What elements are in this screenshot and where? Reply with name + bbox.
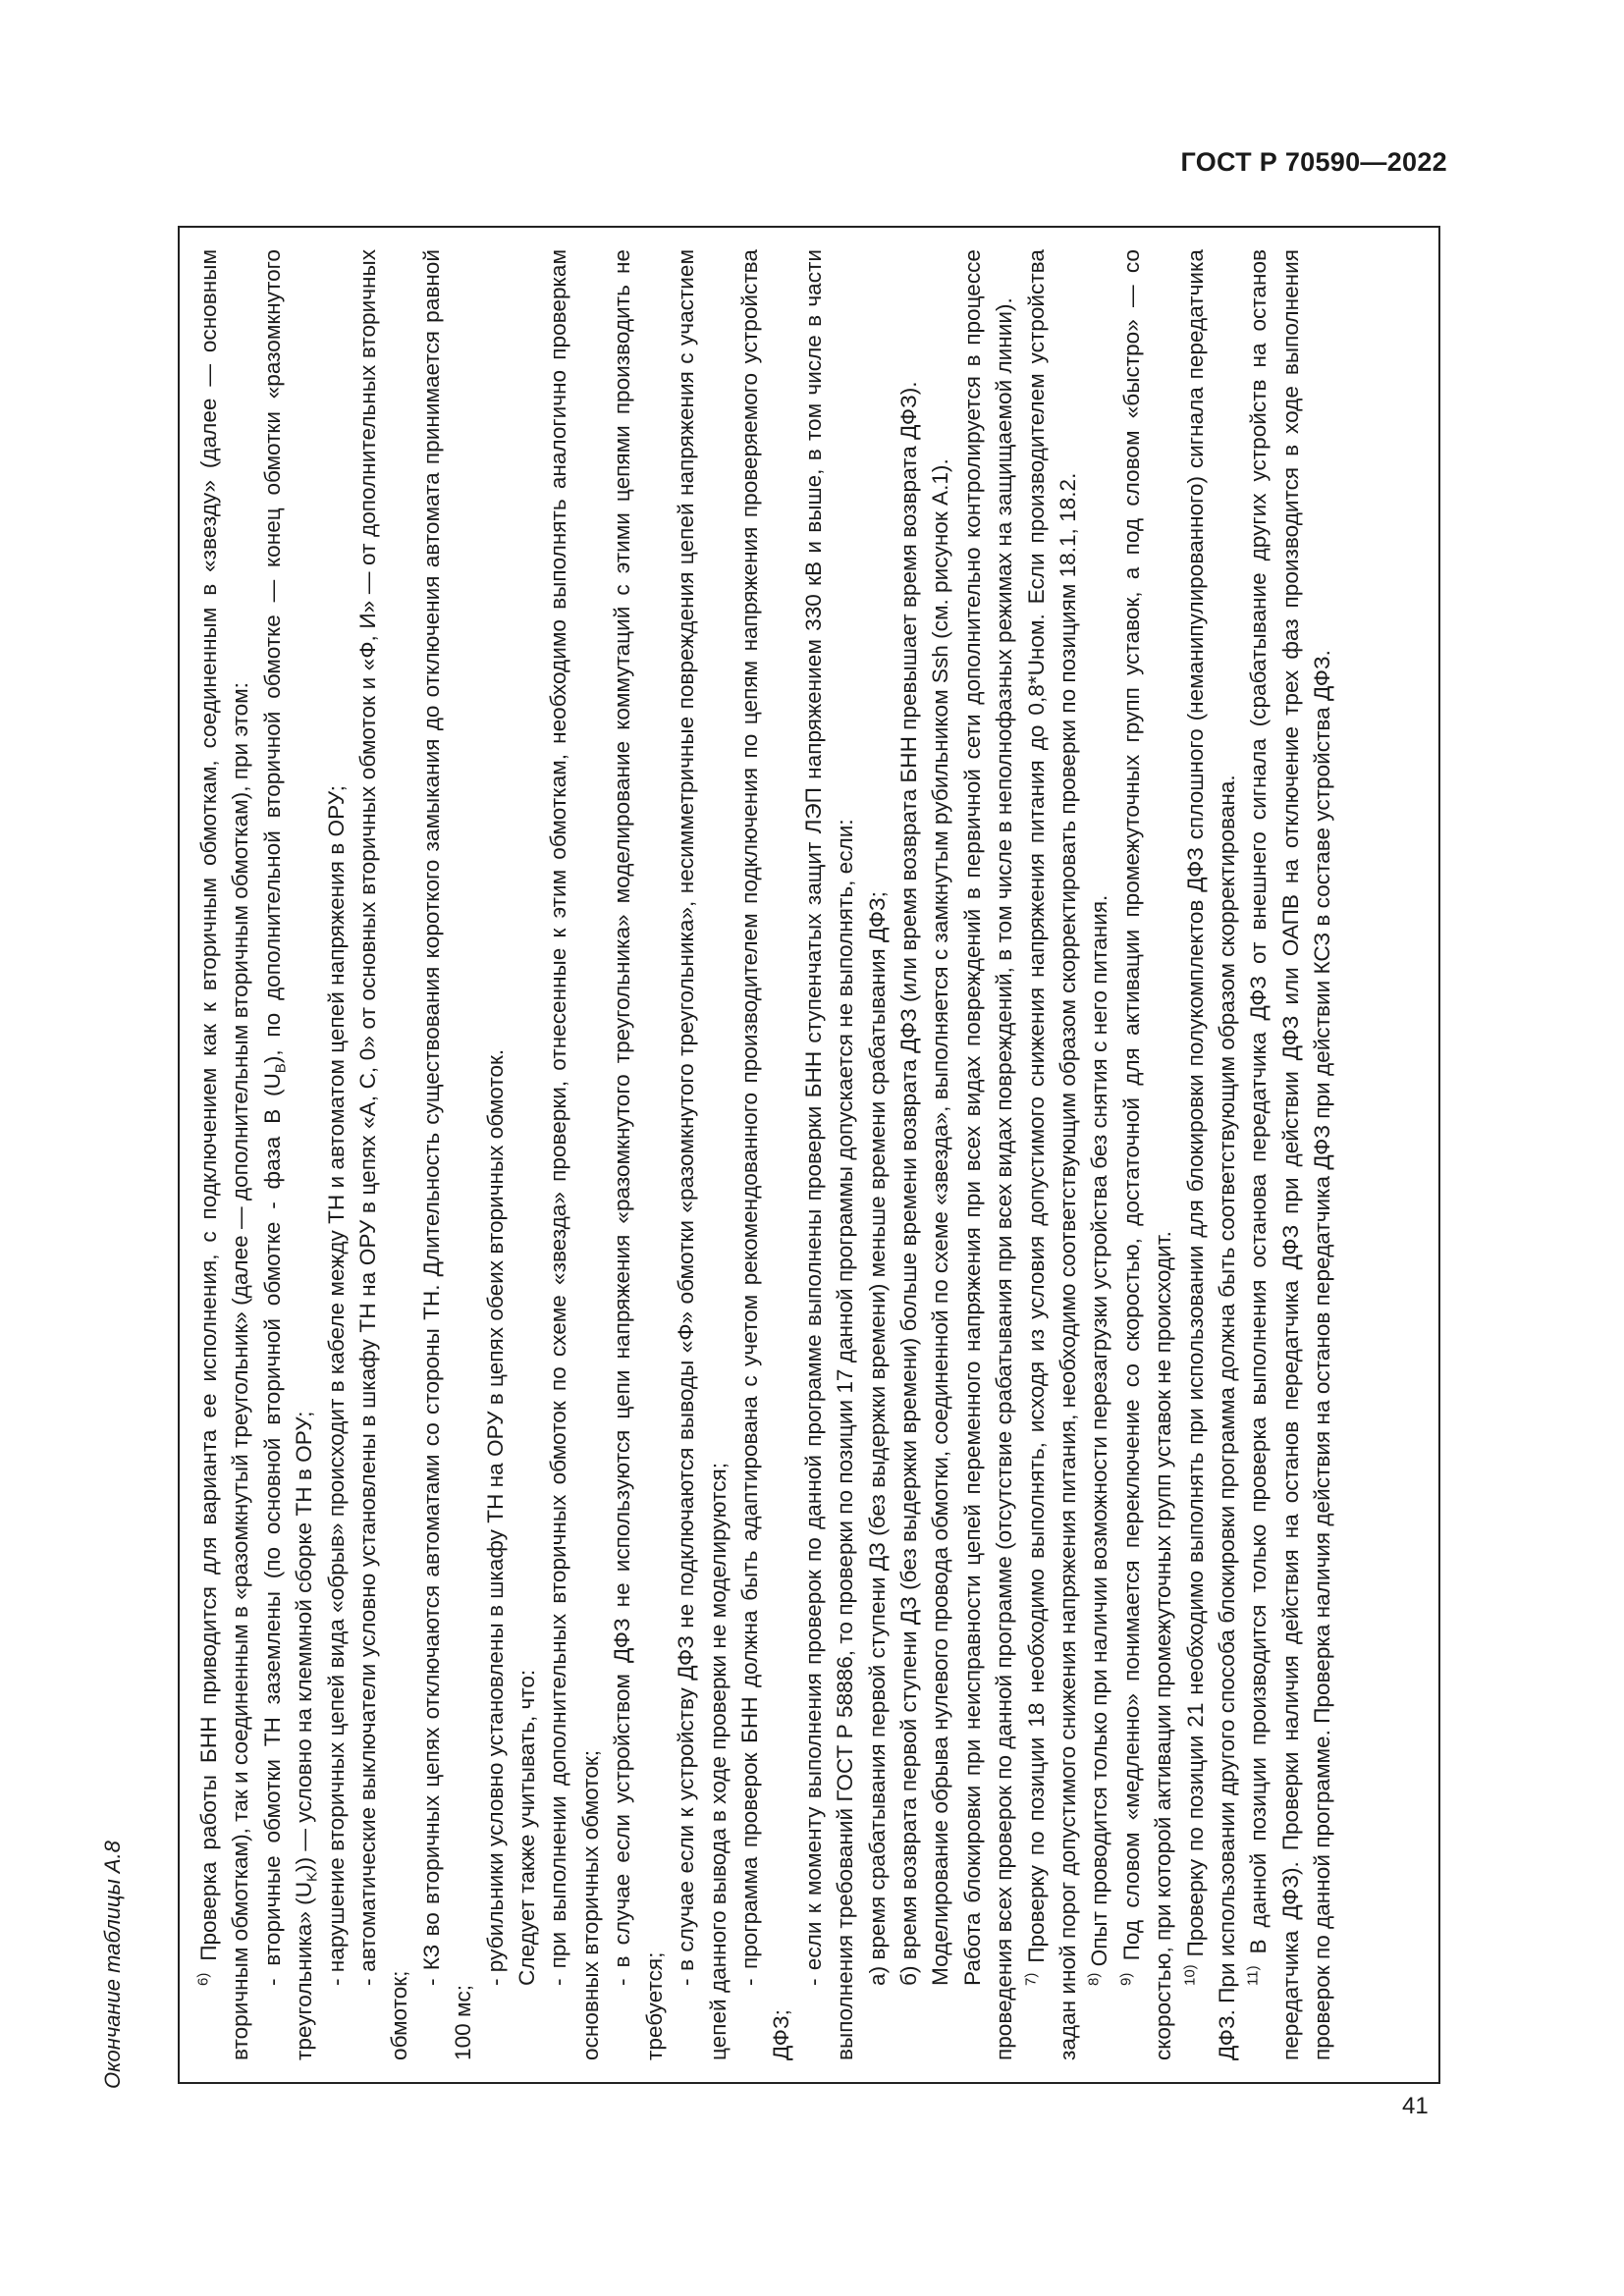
note-6-condition: б) время возврата первой ступени ДЗ (без выдержки времени) больше времени возврата ДФЗ (или время возврата БНН превышает время возврата ДФЗ). bbox=[895, 381, 921, 1986]
page-number: 41 bbox=[1402, 2093, 1429, 2119]
note-6-paragraph: Работа блокировки при неисправности цепей переменного напряжения при всех видах повреждений в первичной сети дополнительно контролируется в процессе проведения всех проверок по данной программе (отсутствие срабатывания при всех видах повреждений, в том числе в неполнофазных режимах на защищаемой линии). bbox=[959, 249, 1017, 2060]
note-6 bbox=[193, 249, 257, 2060]
note-10-mark: 10) bbox=[1181, 1964, 1199, 1986]
note-6-mark: 6) bbox=[194, 1972, 212, 1986]
footnotes-frame bbox=[178, 226, 1440, 2084]
note-6-item-subscript: B bbox=[272, 1063, 290, 1074]
note-8-text: Опыт проводится только при наличии возможности перезагрузки устройства без снятия с него питания. bbox=[1087, 894, 1112, 1967]
note-6-consider: Следует также учитывать, что: bbox=[514, 1669, 540, 1986]
footnotes-frame-wrapper bbox=[178, 226, 1440, 2084]
document-standard-header: ГОСТ Р 70590—2022 bbox=[1180, 147, 1447, 177]
note-9 bbox=[1116, 249, 1180, 2060]
note-6-item-text-cont: ), по дополнительной вторичной обмотке — конец обмотки «разомкнутого треугольника» (U bbox=[259, 249, 317, 2060]
note-6-item: - рубильники условно установлены в шкафу ТН на ОРУ в цепях обеих вторичных обмоток. bbox=[482, 1048, 508, 1986]
note-6-consider-item: - программа проверок БНН должна быть адаптирована с учетом рекомендованного производителем подключения по цепям напряжения проверяемого устройства ДФЗ; bbox=[736, 249, 794, 2060]
note-6-item: - автоматические выключатели условно установлены в шкафу ТН на ОРУ в цепях «А, С, 0» от основных вторичных обмоток и «Ф, И» — от дополнительных вторичных обмоток; bbox=[355, 249, 412, 2060]
note-8 bbox=[1084, 249, 1115, 2060]
note-11-mark: 11) bbox=[1244, 1965, 1262, 1986]
note-7 bbox=[1021, 249, 1085, 2060]
note-6-consider-item: - в случае если устройством ДФЗ не используются цепи напряжения «разомкнутого треугольника» моделирование коммутаций с этими цепями производить не требуется; bbox=[610, 249, 667, 2060]
note-6-item bbox=[257, 249, 321, 2060]
note-8-mark: 8) bbox=[1085, 1972, 1103, 1986]
note-6-item: - КЗ во вторичных цепях отключаются автоматами со стороны ТН. Длительность существования короткого замыкания до отключения автомата принимается равной 100 мс; bbox=[418, 249, 476, 2060]
note-10-text: Проверку по позиции 21 необходимо выполнять при использовании для блокировки полукомплектов ДФЗ сплошного (неманипулированного) сигнала передатчика ДФЗ. При использовании другого способа блокировки программа должна быть соответствующим образом скорректирована. bbox=[1182, 249, 1239, 2060]
note-7-mark: 7) bbox=[1022, 1972, 1040, 1986]
note-6-item: - нарушение вторичных цепей вида «обрыв» происходит в кабеле между ТН и автоматом цепей напряжения в ОРУ; bbox=[323, 785, 349, 1986]
note-6-consider-item: - в случае если к устройству ДФЗ не подключаются выводы «Ф» обмотки «разомкнутого треугольника», несимметричные повреждения цепей напряжения с участием цепей данного вывода в ходе проверки не моделируются; bbox=[674, 249, 731, 2060]
note-6-item-text: - вторичные обмотки ТН заземлены (по основной вторичной обмотке - фаза В (U bbox=[259, 1073, 285, 1986]
note-6-text: Проверка работы БНН приводится для варианта ее исполнения, с подключением как к вторичным обмоткам, соединенным в «звезду» (далее — основным вторичным обмоткам), так и соединенным в «разомкнутый треугольник» (далее — дополнительным вторичным обмоткам), при этом: bbox=[196, 248, 253, 2060]
note-6-item-text-cont-2: )) — условно на клеммной сборке ТН в ОРУ; bbox=[292, 1411, 317, 1872]
note-7-text: Проверку по позиции 18 необходимо выполнять, исходя из условия допустимого снижения напряжения питания до 0,8*Uном. Если производителем устройства задан иной порог допустимого снижения напряжения питания, необходимо соответствующим образом скорректировать проверки по позициям 18.1, 18.2. bbox=[1023, 249, 1080, 2060]
table-continuation-caption: Окончание таблицы А.8 bbox=[100, 1841, 125, 2089]
table-continuation-caption-wrapper bbox=[93, 1461, 133, 2089]
note-11 bbox=[1243, 249, 1338, 2060]
note-9-text: Под словом «медленно» понимается переключение со скоростью, достаточной для активации промежуточных групп уставок, а под словом «быстро» — со скоростью, при которой активации промежуточных групп уставок не происходит. bbox=[1118, 249, 1176, 2060]
note-6-item-subscript-2: K bbox=[303, 1871, 321, 1882]
note-9-mark: 9) bbox=[1117, 1972, 1135, 1986]
note-6-consider-item: - если к моменту выполнения проверок по данной программе выполнены проверки БНН ступенчатых защит ЛЭП напряжением 330 кВ и выше, в том числе в части выполнения требований ГОСТ Р 58886, то проверки по позиции 17 данной программы допускается не выполнять, если: bbox=[800, 249, 858, 2060]
note-6-condition: а) время срабатывания первой ступени ДЗ (без выдержки времени) меньше времени срабатывания ДФЗ; bbox=[864, 891, 890, 1986]
note-6-paragraph: Моделирование обрыва нулевого провода обмотки, соединенной по схеме «звезда», выполняется с замкнутым рубильником Ssh (см. рисунок А.1). bbox=[928, 458, 953, 1986]
note-6-consider-item: - при выполнении дополнительных вторичных обмоток по схеме «звезда» проверки, отнесенные к этим обмоткам, необходимо выполнять аналогично проверкам основных вторичных обмоток; bbox=[546, 249, 603, 2060]
note-11-text: В данной позиции производится только проверка выполнения останова передатчика ДФЗ от внешнего сигнала (срабатывание других устройств на останов передатчика ДФЗ). Проверки наличия действия на останов передатчика ДФЗ при действии ДФЗ или ОАПВ на отключение трех фаз производится в ходе выполнения проверок по данной программе. Проверка наличия действия на останов передатчика ДФЗ при действии КСЗ в составе устройства ДФЗ. bbox=[1246, 248, 1335, 2060]
note-10 bbox=[1180, 249, 1244, 2060]
